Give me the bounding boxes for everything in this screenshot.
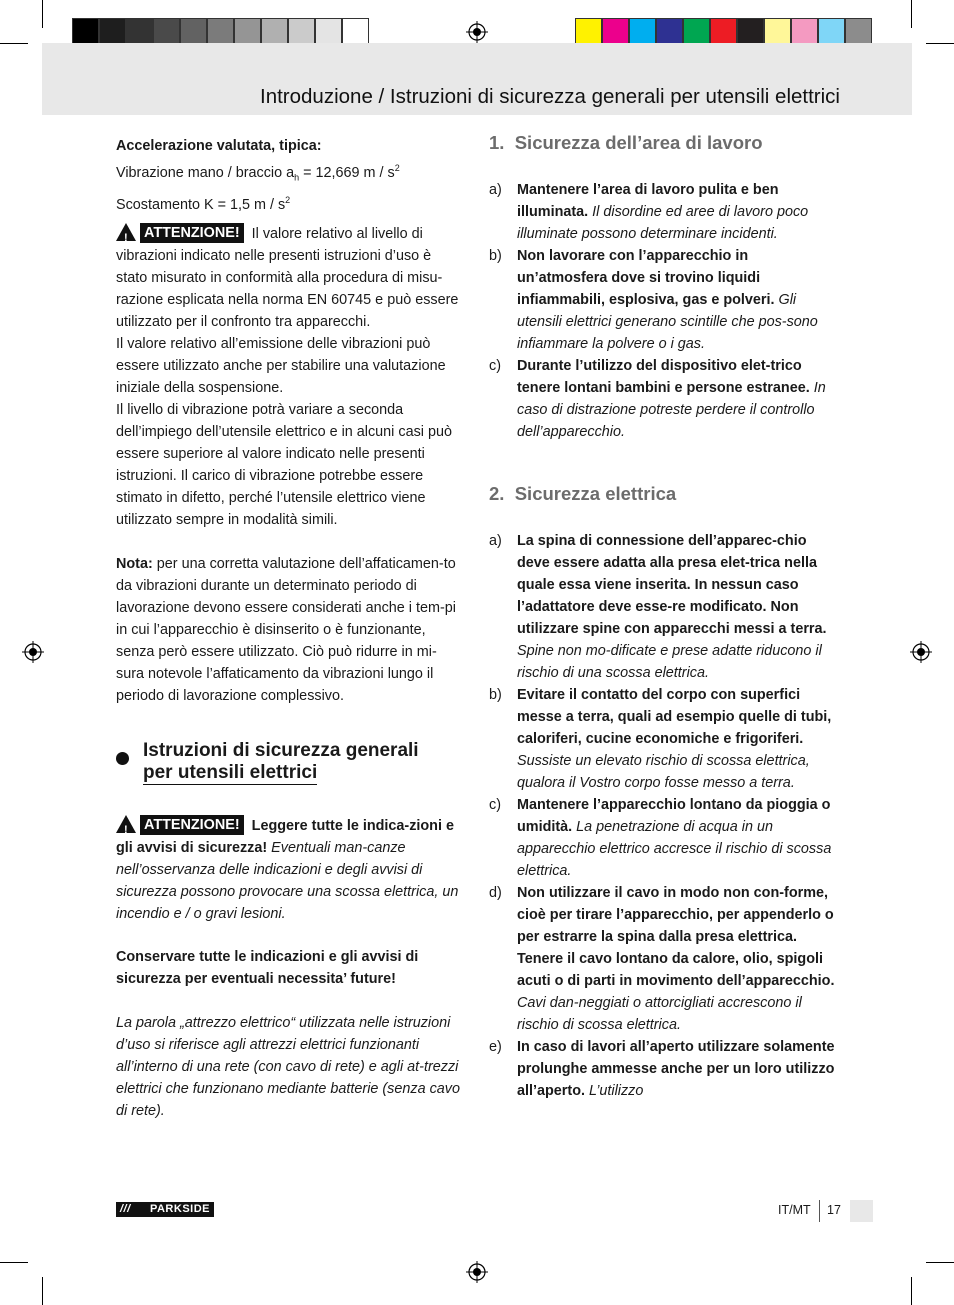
color-bar	[575, 18, 872, 46]
section-heading-general: Istruzioni di sicurezza generali per utensili elettrici	[143, 740, 419, 783]
crop-mark	[911, 1277, 912, 1305]
page-header	[42, 43, 912, 115]
grayscale-bar	[72, 18, 369, 46]
color-swatch	[629, 18, 656, 46]
vibration-line: Vibrazione mano / braccio $a_h = 12,669$ m / $s^2$	[116, 163, 400, 183]
electrical-safety-list	[489, 530, 841, 1102]
registration-mark-icon	[466, 21, 488, 43]
crop-mark	[926, 1262, 954, 1263]
color-swatch	[602, 18, 629, 46]
brand-logo: /// PARKSIDE	[116, 1202, 214, 1217]
footer-divider	[819, 1200, 820, 1222]
section-heading-1: 1. Sicurezza dell’area di lavoro	[489, 132, 763, 153]
crop-mark	[0, 43, 28, 44]
gray-swatch	[99, 18, 126, 46]
color-swatch	[791, 18, 818, 46]
deviation-line: Scostamento K = 1,5 m / $s^2$	[116, 194, 291, 213]
gray-swatch	[153, 18, 180, 46]
vibration-para-3: Il livello di vibrazione potrà variare a seconda dell’impiego dell’utensile elettrico e in alcuni casi può essere superiore al valore indicato nelle presenti istruzioni. Il carico di vibrazione potrebbe essere stimato in difetto, perché l’utensile elettrico viene utilizzato sempre in modalità simili.	[116, 402, 452, 528]
list-item: c) Durante l’utilizzo del dispositivo elet-trico tenere lontani bambini e persone estranee. In caso di distrazione potreste perdere il controllo dell’apparecchio.	[489, 358, 826, 440]
color-swatch	[575, 18, 602, 46]
gray-swatch	[207, 18, 234, 46]
registration-mark-icon	[22, 641, 44, 663]
gray-swatch	[72, 18, 99, 46]
footer-tab	[850, 1200, 873, 1222]
definition-paragraph: La parola „attrezzo elettrico“ utilizzata nelle istruzioni d’uso si riferisce agli attrezzi elettrici funzionanti all’interno di una rete (con cavo di rete) e agli at-trezzi elettrici che funzionano mediante batterie (senza cavo di rete).	[116, 1015, 460, 1119]
page-title: Introduzione / Istruzioni di sicurezza generali per utensili elettrici	[260, 85, 840, 108]
gray-swatch	[315, 18, 342, 46]
color-swatch	[818, 18, 845, 46]
warning-paragraph-1: ! ATTENZIONE! Il valore relativo al livello di vibrazioni indicato nelle presenti istruzioni d’uso è stato misurato in conformità alla procedura di misu-razione esplicata nella norma EN 60745 e può essere utilizzato per il confronto tra apparecchi. Il valore relativo all’emissione delle vibrazioni può essere utilizzato anche per stabilire una valutazione iniziale della sospensione. Il livello di vibrazione potrà variare a seconda dell’impiego dell’utensile elettrico e in alcuni casi può essere superiore al valore indicato nelle presenti istruzioni. Il carico di vibrazione potrebbe essere stimato in difetto, perché l’utensile elettrico viene utilizzato sempre in modalità simili.	[116, 223, 462, 531]
bullet-icon	[116, 752, 129, 765]
registration-mark-icon	[910, 641, 932, 663]
section-heading-2: 2. Sicurezza elettrica	[489, 483, 677, 504]
list-item: a) Mantenere l’area di lavoro pulita e ben illuminata. Il disordine ed aree di lavoro poco illuminate possono determinare incidenti.	[489, 182, 809, 242]
note-paragraph: Nota: per una corretta valutazione dell’affaticamen-to da vibrazioni durante un determinato periodo di lavorazione devono essere considerati anche i tem-pi in cui l’apparecchio è disinserito o è funzionante, senza però essere utilizzato. Ciò può ridurre in mi-sura notevole l’affaticamento da vibrazioni lungo il periodo di lavorazione complessivo.	[116, 556, 456, 704]
crop-mark	[0, 1262, 28, 1263]
registration-mark-icon	[466, 1261, 488, 1283]
list-item: b) Non lavorare con l’apparecchio in un’atmosfera dove si trovino liquidi infiammabili, esplosiva, gas e polveri. Gli utensili elettrici generano scintille che pos-sono infiammare la polvere o i gas.	[489, 248, 818, 352]
crop-mark	[42, 0, 43, 28]
gray-swatch	[288, 18, 315, 46]
warning-badge: ! ATTENZIONE!	[116, 815, 244, 835]
warning-badge: ! ATTENZIONE!	[116, 223, 244, 243]
crop-mark	[42, 1277, 43, 1305]
crop-mark	[926, 43, 954, 44]
color-swatch	[683, 18, 710, 46]
list-item: e) In caso di lavori all’aperto utilizzare solamente prolunghe ammesse anche per un loro utilizzo all’aperto. L’utilizzo	[489, 1039, 835, 1099]
warning-triangle-icon: !	[116, 223, 136, 241]
conserve-notice: Conservare tutte le indicazioni e gli avvisi di sicurezza per eventuali necessita’ future!	[116, 949, 419, 987]
crop-mark	[911, 0, 912, 28]
list-item: c) Mantenere l’apparecchio lontano da pioggia o umidità. La penetrazione di acqua in un apparecchio elettrico accresce il rischio di scossa elettrica.	[489, 797, 832, 879]
gray-swatch	[234, 18, 261, 46]
acceleration-title: Accelerazione valutata, tipica:	[116, 138, 322, 154]
list-item: a) La spina di connessione dell’apparec-chio deve essere adatta alla presa elet-trica nella quale essa viene inserita. In nessun caso l’adattatore deve esse-re modificato. Non utilizzare spine con apparecchi messi a terra. Spine non mo-dificate e prese adatte riducono il rischio di una scossa elettrica.	[489, 533, 827, 681]
list-item: b) Evitare il contatto del corpo con superfici messe a terra, quali ad esempio quelle di tubi, caloriferi, cucine economiche e frigoriferi. Sussiste un elevato rischio di scossa elettrica, qualora il Vostro corpo fosse messo a terra.	[489, 687, 832, 791]
left-column	[116, 135, 466, 215]
color-swatch	[710, 18, 737, 46]
list-item: d) Non utilizzare il cavo in modo non con-forme, cioè per tirare l’apparecchio, per appenderlo o per estrarre la spina dalla presa elettrica. Tenere il cavo lontano da calore, olio, spigoli acuti o di parti in movimento dell’apparecchio. Cavi dan-neggiati o attorcigliati accrescono il rischio di scossa elettrica.	[489, 885, 835, 1033]
work-area-list	[489, 179, 841, 443]
gray-swatch	[180, 18, 207, 46]
color-swatch	[656, 18, 683, 46]
color-swatch	[845, 18, 872, 46]
color-swatch	[737, 18, 764, 46]
gray-swatch	[342, 18, 369, 46]
page-number: 17	[827, 1203, 841, 1217]
gray-swatch	[261, 18, 288, 46]
vibration-para-2: Il valore relativo all’emissione delle vibrazioni può essere utilizzato anche per stabilire una valutazione iniziale della sospensione.	[116, 336, 446, 396]
gray-swatch	[126, 18, 153, 46]
color-swatch	[764, 18, 791, 46]
warning-triangle-icon: !	[116, 815, 136, 833]
warning-paragraph-2: ! ATTENZIONE! Leggere tutte le indica-zioni e gli avvisi di sicurezza! Eventuali man-canze nell’osservanza delle indicazioni e degli avvisi di sicurezza possono provocare una scossa elettrica, un incendio e / o gravi lesioni.	[116, 817, 459, 922]
language-code: IT/MT	[778, 1203, 811, 1217]
